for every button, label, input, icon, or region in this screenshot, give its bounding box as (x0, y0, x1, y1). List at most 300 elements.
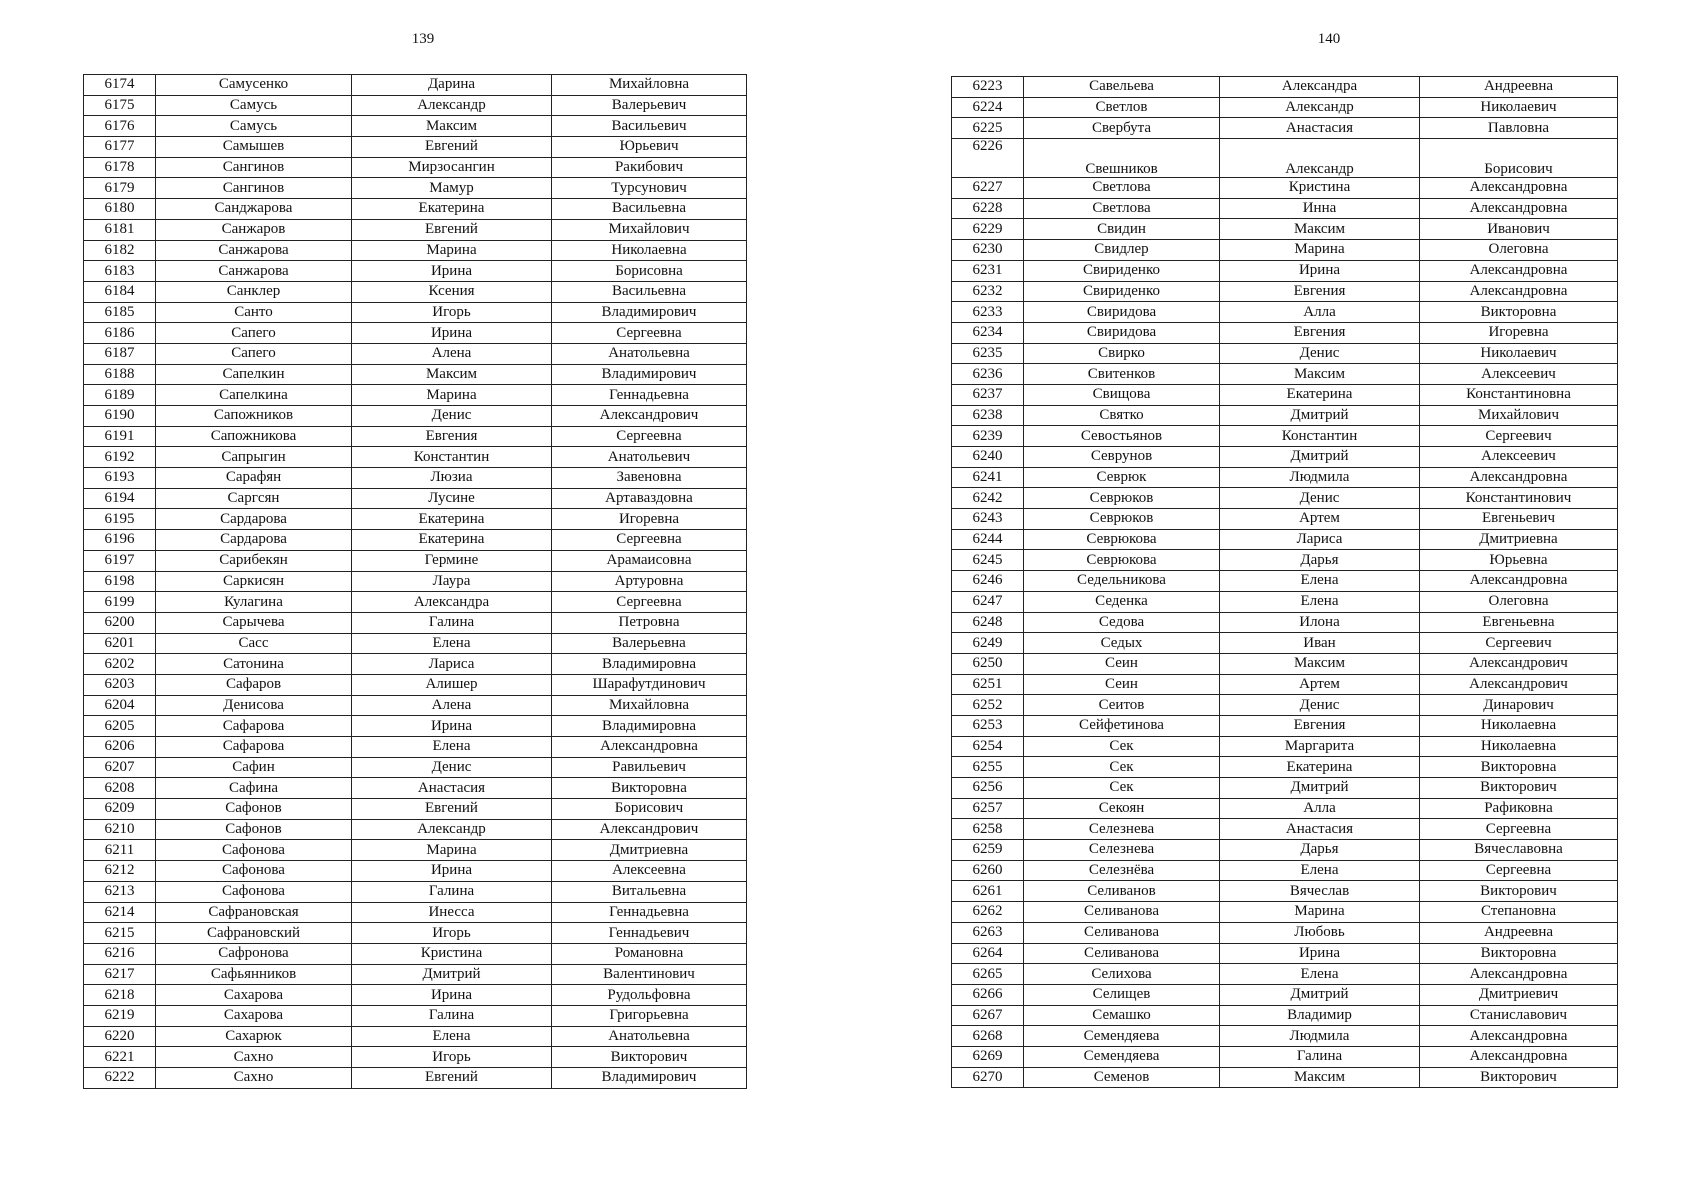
record-number-cell: 6270 (952, 1067, 1024, 1088)
record-number-cell: 6257 (952, 798, 1024, 819)
patronymic-cell: Сергеевич (1420, 426, 1618, 447)
patronymic-cell: Рафиковна (1420, 798, 1618, 819)
first-name-cell: Евгений (352, 219, 552, 240)
table-row (84, 861, 747, 882)
table-row (952, 529, 1618, 550)
record-number-cell: 6234 (952, 322, 1024, 343)
table-row (84, 530, 747, 551)
surname-cell: Кулагина (156, 592, 352, 613)
record-number-cell: 6190 (84, 406, 156, 427)
record-number-cell: 6194 (84, 488, 156, 509)
surname-cell: Севрюкова (1024, 529, 1220, 550)
patronymic-cell: Константиновна (1420, 384, 1618, 405)
surname-cell: Свидин (1024, 219, 1220, 240)
surname-cell: Сапего (156, 343, 352, 364)
surname-cell: Севрюков (1024, 509, 1220, 530)
table-row (84, 323, 747, 344)
first-name-cell: Любовь (1220, 922, 1420, 943)
table-row (84, 985, 747, 1006)
surname-cell: Селихова (1024, 964, 1220, 985)
table-row (952, 715, 1618, 736)
record-number-cell: 6212 (84, 861, 156, 882)
patronymic-cell: Юрьевна (1420, 550, 1618, 571)
record-number-cell: 6242 (952, 488, 1024, 509)
record-number-cell: 6256 (952, 778, 1024, 799)
table-row (952, 943, 1618, 964)
patronymic-cell: Владимировна (552, 716, 747, 737)
patronymic-cell: Викторовна (1420, 943, 1618, 964)
patronymic-cell: Равильевич (552, 757, 747, 778)
first-name-cell: Елена (1220, 860, 1420, 881)
surname-cell: Сафрановская (156, 902, 352, 923)
table-row (84, 302, 747, 323)
surname-cell: Севрюков (1024, 488, 1220, 509)
patronymic-cell: Николаевна (1420, 715, 1618, 736)
record-number-cell: 6188 (84, 364, 156, 385)
table-row (84, 385, 747, 406)
first-name-cell: Анастасия (352, 778, 552, 799)
record-number-cell: 6241 (952, 467, 1024, 488)
surname-cell: Севрунов (1024, 447, 1220, 468)
surname-cell: Санжарова (156, 240, 352, 261)
first-name-cell: Игорь (352, 302, 552, 323)
first-name-cell: Александра (352, 592, 552, 613)
record-number-cell: 6227 (952, 178, 1024, 199)
surname-cell: Севрюкова (1024, 550, 1220, 571)
surname-cell: Селищев (1024, 984, 1220, 1005)
record-number-cell: 6235 (952, 343, 1024, 364)
patronymic-cell: Романовна (552, 943, 747, 964)
patronymic-cell: Александровна (1420, 281, 1618, 302)
first-name-cell: Евгения (352, 426, 552, 447)
patronymic-cell: Алексеевич (1420, 364, 1618, 385)
surname-cell: Светлов (1024, 97, 1220, 118)
first-name-cell: Евгения (1220, 281, 1420, 302)
table-row (84, 881, 747, 902)
first-name-cell: Владимир (1220, 1005, 1420, 1026)
patronymic-cell: Артаваздовна (552, 488, 747, 509)
patronymic-cell: Сергеевна (552, 323, 747, 344)
patronymic-cell: Турсунович (552, 178, 747, 199)
patronymic-cell: Александровна (1420, 571, 1618, 592)
first-name-cell: Кристина (352, 943, 552, 964)
table-row (84, 219, 747, 240)
table-row (84, 964, 747, 985)
first-name-cell: Галина (352, 1005, 552, 1026)
first-name-cell: Ирина (352, 985, 552, 1006)
surname-cell: Сахно (156, 1047, 352, 1068)
patronymic-cell: Александрович (552, 406, 747, 427)
patronymic-cell: Владимирович (552, 364, 747, 385)
patronymic-cell: Евгеньевна (1420, 612, 1618, 633)
surname-cell: Севрюк (1024, 467, 1220, 488)
record-number-cell: 6232 (952, 281, 1024, 302)
table-row (84, 633, 747, 654)
record-number-cell: 6175 (84, 95, 156, 116)
record-number-cell: 6255 (952, 757, 1024, 778)
table-row (952, 633, 1618, 654)
first-name-cell: Алена (352, 343, 552, 364)
surname-cell: Сафарова (156, 716, 352, 737)
record-number-cell: 6191 (84, 426, 156, 447)
table-row (84, 199, 747, 220)
record-number-cell: 6178 (84, 157, 156, 178)
patronymic-cell: Михайлович (1420, 405, 1618, 426)
first-name-cell: Илона (1220, 612, 1420, 633)
patronymic-cell: Олеговна (1420, 240, 1618, 261)
patronymic-cell: Валерьевич (552, 95, 747, 116)
first-name-cell: Дмитрий (1220, 405, 1420, 426)
first-name-cell: Дмитрий (1220, 778, 1420, 799)
first-name-cell: Дмитрий (1220, 447, 1420, 468)
surname-cell: Сапего (156, 323, 352, 344)
surname-cell: Сафина (156, 778, 352, 799)
table-row (952, 902, 1618, 923)
page-number: 139 (411, 31, 435, 47)
patronymic-cell: Станиславович (1420, 1005, 1618, 1026)
surname-cell: Сангинов (156, 178, 352, 199)
surname-cell: Сек (1024, 778, 1220, 799)
first-name-cell: Анастасия (1220, 819, 1420, 840)
record-number-cell: 6186 (84, 323, 156, 344)
surname-cell: Сеитов (1024, 695, 1220, 716)
patronymic-cell: Игоревна (1420, 322, 1618, 343)
record-number-cell: 6269 (952, 1046, 1024, 1067)
first-name-cell: Ирина (352, 323, 552, 344)
surname-cell: Сасс (156, 633, 352, 654)
record-number-cell: 6207 (84, 757, 156, 778)
record-number-cell: 6263 (952, 922, 1024, 943)
first-name-cell: Алла (1220, 302, 1420, 323)
table-row (84, 240, 747, 261)
record-number-cell: 6231 (952, 260, 1024, 281)
record-number-cell: 6179 (84, 178, 156, 199)
first-name-cell: Елена (352, 1026, 552, 1047)
first-name-cell: Ирина (352, 261, 552, 282)
surname-cell: Семашко (1024, 1005, 1220, 1026)
record-number-cell: 6249 (952, 633, 1024, 654)
table-row (952, 302, 1618, 323)
table-row (84, 923, 747, 944)
record-number-cell: 6208 (84, 778, 156, 799)
surname-cell: Сеин (1024, 653, 1220, 674)
first-name-cell: Максим (1220, 1067, 1420, 1088)
patronymic-cell: Александровна (1420, 964, 1618, 985)
patronymic-cell: Васильевна (552, 199, 747, 220)
surname-cell: Сафонова (156, 881, 352, 902)
first-name-cell: Вячеслав (1220, 881, 1420, 902)
first-name-cell: Марина (352, 240, 552, 261)
table-row (952, 322, 1618, 343)
table-row (952, 384, 1618, 405)
table-row (952, 591, 1618, 612)
surname-cell: Седых (1024, 633, 1220, 654)
surname-cell: Селезнева (1024, 819, 1220, 840)
table-row (952, 488, 1618, 509)
table-row (84, 695, 747, 716)
first-name-cell: Дмитрий (352, 964, 552, 985)
surname-cell: Сейфетинова (1024, 715, 1220, 736)
surname-cell: Сардарова (156, 509, 352, 530)
record-number-cell: 6240 (952, 447, 1024, 468)
surname-cell: Сафонов (156, 819, 352, 840)
first-name-cell: Мирзосангин (352, 157, 552, 178)
patronymic-cell: Завеновна (552, 468, 747, 489)
patronymic-cell: Анатольевич (552, 447, 747, 468)
table-row (84, 95, 747, 116)
patronymic-cell: Владимировна (552, 654, 747, 675)
patronymic-cell: Юрьевич (552, 137, 747, 158)
table-row (952, 798, 1618, 819)
table-row (952, 1046, 1618, 1067)
patronymic-cell: Константинович (1420, 488, 1618, 509)
record-number-cell: 6215 (84, 923, 156, 944)
table-row (952, 736, 1618, 757)
surname-cell: Сафонов (156, 799, 352, 820)
record-number-cell: 6177 (84, 137, 156, 158)
patronymic-cell: Евгеньевич (1420, 509, 1618, 530)
record-number-cell: 6260 (952, 860, 1024, 881)
patronymic-cell: Викторович (1420, 1067, 1618, 1088)
patronymic-cell: Васильевна (552, 281, 747, 302)
record-number-cell: 6217 (84, 964, 156, 985)
surname-cell: Свиридова (1024, 322, 1220, 343)
first-name-cell: Игорь (352, 1047, 552, 1068)
patronymic-cell: Валентинович (552, 964, 747, 985)
surname-cell: Сафин (156, 757, 352, 778)
surname-cell: Санто (156, 302, 352, 323)
surname-cell: Сахно (156, 1068, 352, 1089)
table-row (84, 1047, 747, 1068)
table-row (84, 1068, 747, 1089)
table-row (84, 75, 747, 96)
patronymic-cell: Николаевна (1420, 736, 1618, 757)
table-row (84, 716, 747, 737)
record-number-cell: 6218 (84, 985, 156, 1006)
record-number-cell: 6209 (84, 799, 156, 820)
first-name-cell: Дарья (1220, 840, 1420, 861)
table-row (952, 509, 1618, 530)
table-row (84, 137, 747, 158)
record-number-cell: 6233 (952, 302, 1024, 323)
first-name-cell: Марина (1220, 240, 1420, 261)
table-row (952, 447, 1618, 468)
first-name-cell: Максим (1220, 364, 1420, 385)
patronymic-cell: Николаевна (552, 240, 747, 261)
surname-cell: Свидлер (1024, 240, 1220, 261)
table-row (952, 778, 1618, 799)
patronymic-cell: Викторовна (1420, 302, 1618, 323)
patronymic-cell: Геннадьевич (552, 923, 747, 944)
record-number-cell: 6205 (84, 716, 156, 737)
surname-cell: Свербута (1024, 118, 1220, 139)
record-number-cell: 6200 (84, 612, 156, 633)
surname-cell: Сафьянников (156, 964, 352, 985)
table-row (84, 116, 747, 137)
record-number-cell: 6224 (952, 97, 1024, 118)
surname-cell: Сарафян (156, 468, 352, 489)
patronymic-cell: Арамаисовна (552, 550, 747, 571)
record-number-cell: 6219 (84, 1005, 156, 1026)
surname-cell: Санджарова (156, 199, 352, 220)
surname-cell: Сахарюк (156, 1026, 352, 1047)
surname-cell: Селиванова (1024, 902, 1220, 923)
patronymic-cell: Сергеевич (1420, 633, 1618, 654)
first-name-cell: Марина (352, 840, 552, 861)
table-row (952, 840, 1618, 861)
surname-cell: Сапожников (156, 406, 352, 427)
record-number-cell: 6206 (84, 737, 156, 758)
record-number-cell: 6267 (952, 1005, 1024, 1026)
record-number-cell: 6247 (952, 591, 1024, 612)
record-number-cell: 6187 (84, 343, 156, 364)
first-name-cell: Анастасия (1220, 118, 1420, 139)
surname-cell: Свириденко (1024, 281, 1220, 302)
patronymic-cell: Сергеевна (552, 592, 747, 613)
record-number-cell: 6189 (84, 385, 156, 406)
table-row (952, 426, 1618, 447)
table-row (952, 860, 1618, 881)
table-row (84, 819, 747, 840)
patronymic-cell: Сергеевна (552, 530, 747, 551)
table-row (84, 447, 747, 468)
record-number-cell: 6265 (952, 964, 1024, 985)
record-number-cell: 6176 (84, 116, 156, 137)
surname-cell: Семенов (1024, 1067, 1220, 1088)
record-number-cell: 6246 (952, 571, 1024, 592)
record-number-cell: 6174 (84, 75, 156, 96)
table-row (952, 139, 1618, 178)
first-name-cell: Денис (352, 757, 552, 778)
patronymic-cell: Сергеевна (1420, 819, 1618, 840)
table-row (84, 612, 747, 633)
surname-cell: Сардарова (156, 530, 352, 551)
table-row (952, 757, 1618, 778)
record-number-cell: 6268 (952, 1026, 1024, 1047)
patronymic-cell: Борисович (1420, 139, 1618, 178)
first-name-cell: Денис (1220, 488, 1420, 509)
first-name-cell: Лариса (352, 654, 552, 675)
patronymic-cell: Геннадьевна (552, 902, 747, 923)
first-name-cell: Денис (1220, 343, 1420, 364)
patronymic-cell: Александровна (1420, 260, 1618, 281)
first-name-cell: Евгения (1220, 322, 1420, 343)
first-name-cell: Елена (1220, 571, 1420, 592)
surname-cell: Селезнева (1024, 840, 1220, 861)
table-row (84, 364, 747, 385)
patronymic-cell: Александровна (1420, 1026, 1618, 1047)
table-row (84, 509, 747, 530)
patronymic-cell: Витальевна (552, 881, 747, 902)
first-name-cell: Евгений (352, 799, 552, 820)
table-row (84, 261, 747, 282)
record-number-cell: 6184 (84, 281, 156, 302)
surname-cell: Сарычева (156, 612, 352, 633)
table-row (84, 943, 747, 964)
record-number-cell: 6258 (952, 819, 1024, 840)
first-name-cell: Галина (1220, 1046, 1420, 1067)
first-name-cell: Елена (1220, 591, 1420, 612)
first-name-cell: Марина (352, 385, 552, 406)
first-name-cell: Людмила (1220, 1026, 1420, 1047)
surname-cell: Свитенков (1024, 364, 1220, 385)
first-name-cell: Елена (352, 633, 552, 654)
first-name-cell: Александр (352, 95, 552, 116)
record-number-cell: 6183 (84, 261, 156, 282)
first-name-cell: Евгений (352, 137, 552, 158)
surname-cell: Сангинов (156, 157, 352, 178)
record-number-cell: 6262 (952, 902, 1024, 923)
surname-cell: Санжарова (156, 261, 352, 282)
table-row (84, 737, 747, 758)
table-row (952, 674, 1618, 695)
first-name-cell: Инесса (352, 902, 552, 923)
table-row (952, 343, 1618, 364)
first-name-cell: Дарья (1220, 550, 1420, 571)
record-number-cell: 6201 (84, 633, 156, 654)
patronymic-cell: Николаевич (1420, 343, 1618, 364)
surname-cell: Семендяева (1024, 1046, 1220, 1067)
table-row (952, 178, 1618, 199)
patronymic-cell: Николаевич (1420, 97, 1618, 118)
surname-cell: Сахарова (156, 1005, 352, 1026)
record-number-cell: 6243 (952, 509, 1024, 530)
record-number-cell: 6211 (84, 840, 156, 861)
surname-cell: Седельникова (1024, 571, 1220, 592)
record-number-cell: 6195 (84, 509, 156, 530)
names-table-body (84, 75, 747, 1089)
surname-cell: Сафарова (156, 737, 352, 758)
table-row (952, 97, 1618, 118)
surname-cell: Саргсян (156, 488, 352, 509)
surname-cell: Селиванова (1024, 943, 1220, 964)
patronymic-cell: Алексеевна (552, 861, 747, 882)
first-name-cell: Гермине (352, 550, 552, 571)
first-name-cell: Ксения (352, 281, 552, 302)
record-number-cell: 6198 (84, 571, 156, 592)
table-row (84, 757, 747, 778)
first-name-cell: Константин (352, 447, 552, 468)
first-name-cell: Люзиа (352, 468, 552, 489)
surname-cell: Сафаров (156, 674, 352, 695)
surname-cell: Сарибекян (156, 550, 352, 571)
table-row (84, 592, 747, 613)
surname-cell: Санклер (156, 281, 352, 302)
first-name-cell: Денис (352, 406, 552, 427)
record-number-cell: 6214 (84, 902, 156, 923)
patronymic-cell: Викторович (552, 1047, 747, 1068)
first-name-cell: Екатерина (352, 530, 552, 551)
first-name-cell: Максим (1220, 653, 1420, 674)
patronymic-cell: Борисовна (552, 261, 747, 282)
patronymic-cell: Вячеславовна (1420, 840, 1618, 861)
record-number-cell: 6216 (84, 943, 156, 964)
patronymic-cell: Михайловна (552, 695, 747, 716)
record-number-cell: 6237 (952, 384, 1024, 405)
record-number-cell: 6264 (952, 943, 1024, 964)
first-name-cell: Ирина (352, 861, 552, 882)
first-name-cell: Алена (352, 695, 552, 716)
patronymic-cell: Михайловна (552, 75, 747, 96)
surname-cell: Сатонина (156, 654, 352, 675)
table-row (84, 778, 747, 799)
patronymic-cell: Игоревна (552, 509, 747, 530)
surname-cell: Сахарова (156, 985, 352, 1006)
patronymic-cell: Анатольевна (552, 343, 747, 364)
first-name-cell: Галина (352, 612, 552, 633)
surname-cell: Самусь (156, 95, 352, 116)
patronymic-cell: Александровна (1420, 178, 1618, 199)
